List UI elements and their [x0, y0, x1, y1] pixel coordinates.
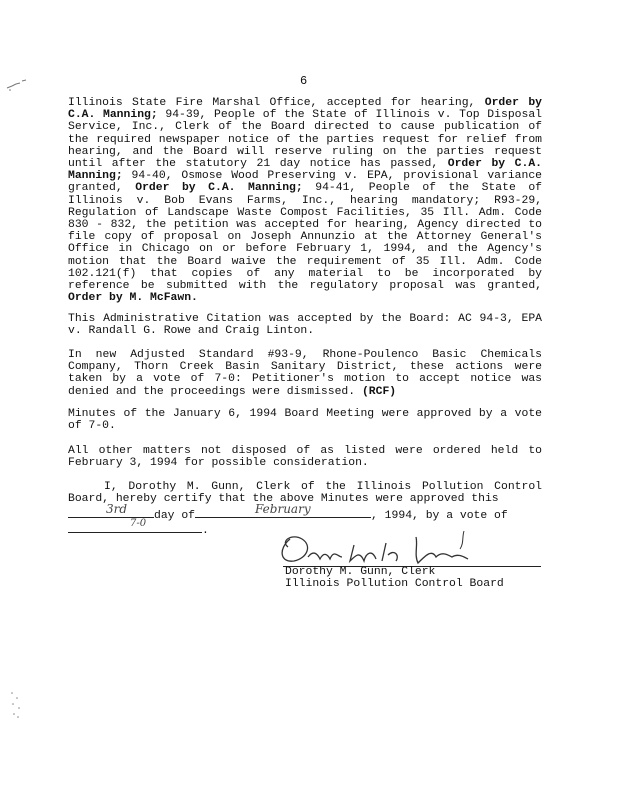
clerk-signature [268, 527, 500, 571]
handwritten-vote: 7-0 [130, 518, 147, 529]
paragraph-administrative-citation: This Administrative Citation was accepted by the Board: AC 94-3, EPA v. Randall G. Rowe and Craig Linton. [68, 313, 542, 338]
text-run: Illinois State Fire Marshal Office, accepted for hearing, [68, 97, 485, 109]
day-blank [68, 502, 154, 518]
paragraph-adjusted-standard [68, 349, 542, 398]
vote-line [68, 518, 209, 537]
day-of-label: day of [154, 510, 196, 522]
clerk-org: Illinois Pollution Control Board [285, 578, 504, 591]
paragraph-held-matters: All other matters not disposed of as listed were ordered held to February 3, 1994 for possible consideration. [68, 445, 542, 470]
handwritten-month: February [255, 502, 311, 516]
clerk-block [285, 566, 504, 590]
page-number: 6 [300, 74, 308, 88]
text-run: In new Adjusted Standard #93-9, Rhone-Poulenco Basic Chemicals Company, Thorn Creek Basin Sanitary District, these actions were taken by a vote of 7-0: Petitioner's motion to accept notice was denied and the proceedings were dismissed. [68, 349, 542, 398]
order-attribution: Order by C.A. Manning; [68, 158, 542, 183]
scan-speck-top [6, 78, 28, 92]
vote-blank [68, 518, 202, 533]
paragraph-orders [68, 97, 542, 304]
scan-speck-bottom [8, 690, 24, 720]
initials-tag: (RCF) [361, 385, 397, 398]
year-vote-label: , 1994, by a vote of [371, 510, 508, 522]
order-attribution: Order by M. McFawn. [68, 292, 198, 305]
end-period: . [202, 525, 209, 537]
text-run: 94-41, People of the State of Illinois v. Bob Evans Farms, Inc., hearing mandatory; R93-29, Regulation of Landscape Waste Compost Facilities, 35 Ill. Adm. Code 830 - 832, the petition was accepted for hearing, Agency directed to file copy of proposal on Joseph Annunzio at the Attorney General's Office in Chicago on or before February 1, 1994, and the Agency's motion that the Board waive the requirement of 35 Ill. Adm. Code 102.121(f) that copies of any material to be incorporated by reference be submitted with the regulatory proposal was granted, [68, 182, 542, 293]
text-run: 94-40, Osmose Wood Preserving v. EPA, provisional variance granted, [68, 170, 542, 195]
paragraph-certification: I, Dorothy M. Gunn, Clerk of the Illinois Pollution Control Board, hereby certify that the above Minutes were approved this [68, 481, 542, 506]
month-blank [195, 502, 371, 518]
order-attribution: Order by C.A. Manning; [135, 182, 303, 195]
paragraph-minutes-approval: Minutes of the January 6, 1994 Board Meeting were approved by a vote of 7-0. [68, 408, 542, 433]
text-run: 94-39, People of the State of Illinois v. Top Disposal Service, Inc., Clerk of the Board directed to cause publication of the required newspaper notice of the parties request for relief from hearing, and the Board will reserve ruling on the parties request until after the statutory 21 day notice has passed, [68, 109, 542, 171]
order-attribution: Order by C.A. Manning; [68, 97, 542, 122]
handwritten-day: 3rd [106, 502, 128, 516]
clerk-name: Dorothy M. Gunn, Clerk [285, 566, 436, 578]
